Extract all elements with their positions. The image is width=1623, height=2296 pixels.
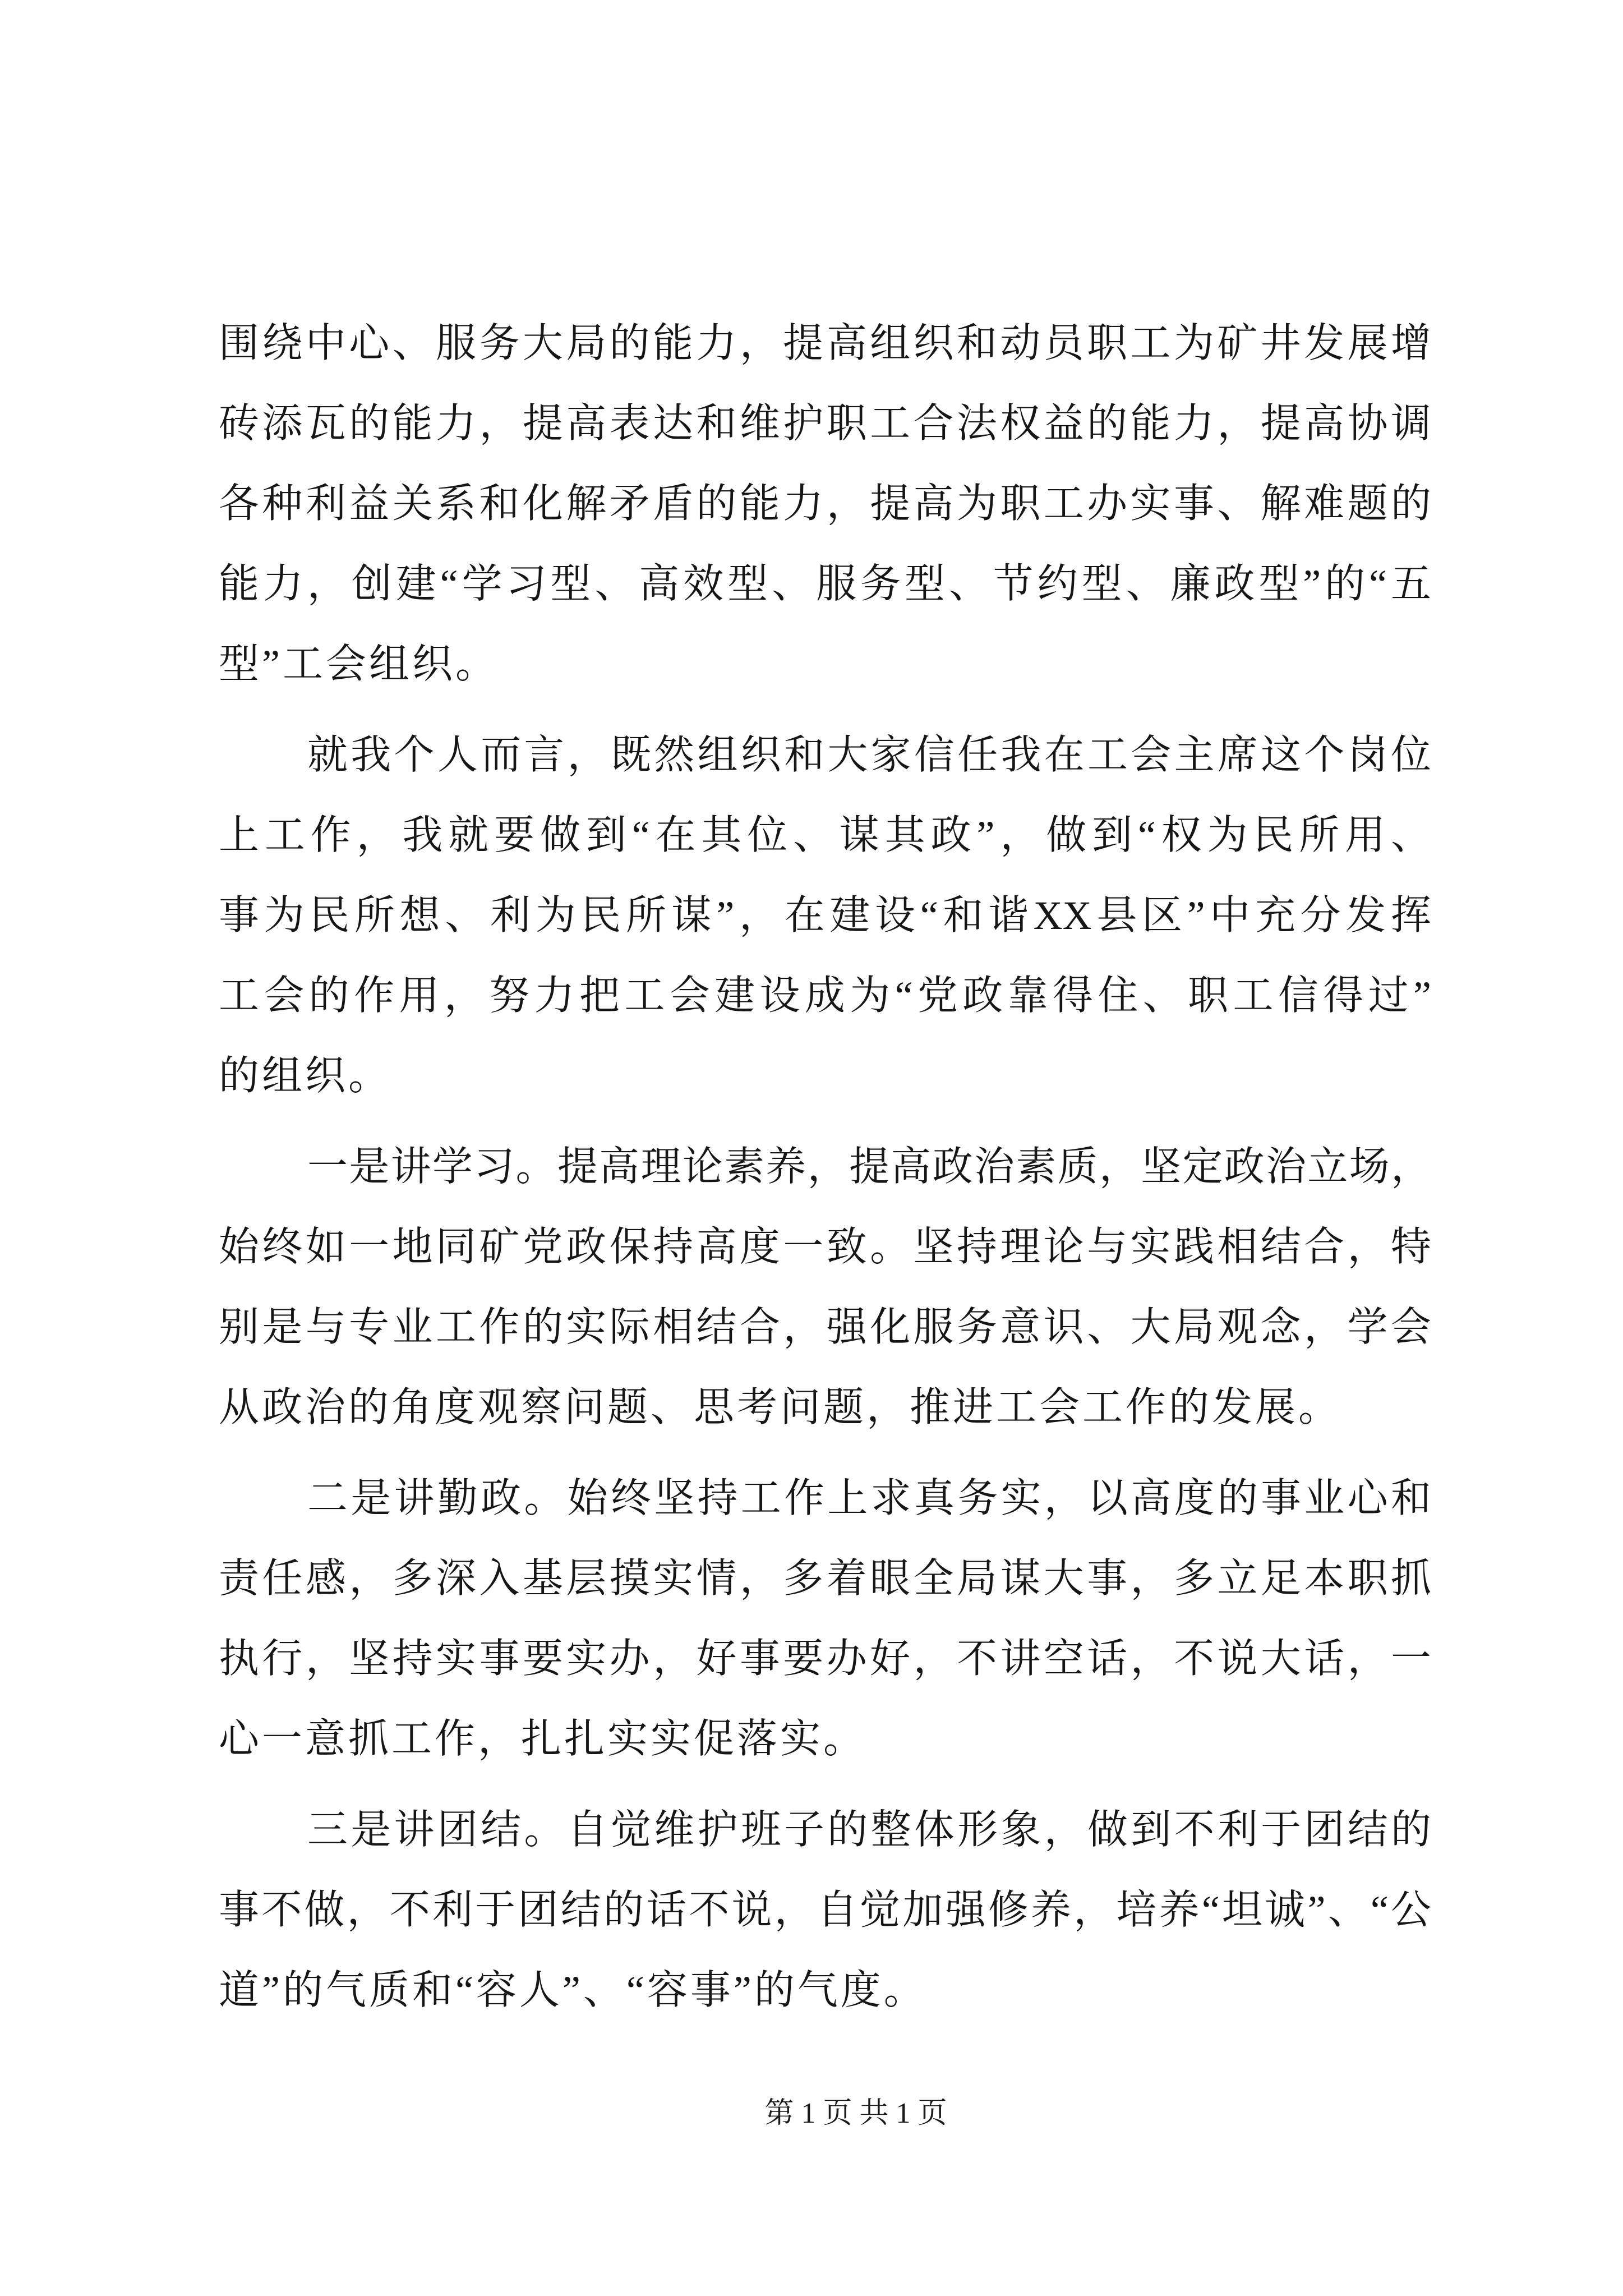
paragraph [219,715,1431,1116]
text-line: 执行，坚持实事要实办，好事要办好，不讲空话，不说大话，一 [219,1636,1431,1681]
text-line: 上工作，我就要做到“在其位、谋其政”，做到“权为民所用、 [219,813,1431,858]
text-line: 二是讲勤政。始终坚持工作上求真务实，以高度的事业心和 [307,1476,1431,1521]
text-line: 责任感，多深入基层摸实情，多着眼全局谋大事，多立足本职抓 [219,1556,1431,1601]
text-line: 就我个人而言，既然组织和大家信任我在工会主席这个岗位 [307,733,1431,777]
text-line: 始终如一地同矿党政保持高度一致。坚持理论与实践相结合，特 [219,1225,1431,1269]
page-footer: 第 1 页 共 1 页 [764,2097,947,2129]
text-line: 事不做，不利于团结的话不说，自觉加强修养，培养“坦诚”、“公 [219,1888,1431,1932]
text-line: 砖添瓦的能力，提高表达和维护职工合法权益的能力，提高协调 [219,401,1431,446]
text-line: 工会的作用，努力把工会建设成为“党政靠得住、职工信得过” [219,973,1431,1018]
text-line: 道”的气质和“容人”、“容事”的气度。 [219,1968,927,2013]
text-line: 能力，创建“学习型、高效型、服务型、节约型、廉政型”的“五 [219,562,1431,606]
text-line: 一是讲学习。提高理论素养，提高政治素质，坚定政治立场， [307,1144,1431,1189]
text-line: 从政治的角度观察问题、思考问题，推进工会工作的发展。 [219,1385,1342,1430]
text-line: 别是与专业工作的实际相结合，强化服务意识、大局观念，学会 [219,1305,1431,1350]
text-line: 事为民所想、利为民所谋”，在建设“和谐XX县区”中充分发挥 [219,893,1431,938]
text-line: 三是讲团结。自觉维护班子的整体形象，做到不利于团结的 [307,1807,1431,1852]
paragraph [219,1127,1431,1448]
paragraph [219,303,1431,705]
document-body [219,303,1431,2031]
paragraph [219,1458,1431,1779]
paragraph [219,1790,1431,2031]
text-line: 心一意抓工作，扎扎实实促落实。 [219,1717,867,1761]
text-line: 围绕中心、服务大局的能力，提高组织和动员职工为矿井发展增 [219,321,1431,366]
text-line: 各种利益关系和化解矛盾的能力，提高为职工办实事、解难题的 [219,481,1431,526]
text-line: 的组织。 [219,1053,392,1098]
text-line: 型”工会组织。 [219,642,499,687]
